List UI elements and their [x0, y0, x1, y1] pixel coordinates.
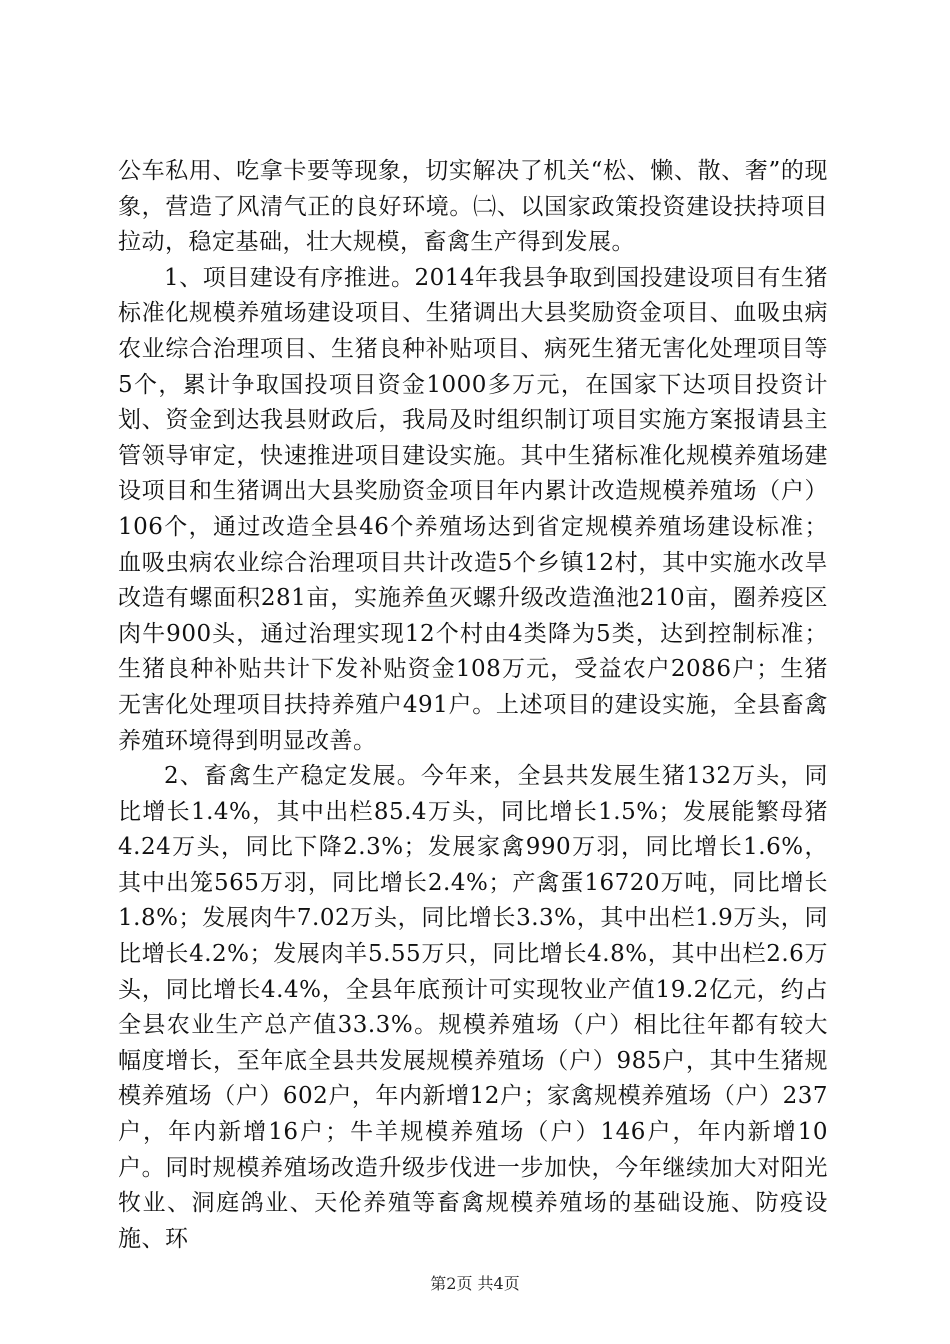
paragraph-livestock-production: 2、畜禽生产稳定发展。今年来，全县共发展生猪132万头，同比增长1.4%，其中出栏85.4万头，同比增长1.5%；发展能繁母猪4.24万头，同比下降2.3%；发展家禽990万羽，同比增长1.6%，其中出笼565万羽，同比增长2.4%；产禽蛋16720万吨，同比增长1.8%；发展肉牛7.02万头，同比增长3.3%，其中出栏1.9万头，同比增长4.2%；发展肉羊5.55万只，同比增长4.8%，其中出栏2.6万头，同比增长4.4%，全县年底预计可实现牧业产值19.2亿元，约占全县农业生产总产值33.3%。规模养殖场（户）相比往年都有较大幅度增长，至年底全县共发展规模养殖场（户）985户，其中生猪规模养殖场（户）602户，年内新增12户；家禽规模养殖场（户）237户，年内新增16户；牛羊规模养殖场（户）146户，年内新增10户。同时规模养殖场改造升级步伐进一步加快，今年继续加大对阳光牧业、洞庭鸽业、天伦养殖等畜禽规模养殖场的基础设施、防疫设施、环 — [118, 763, 828, 1252]
paragraph-project-construction: 1、项目建设有序推进。2014年我县争取到国投建设项目有生猪标准化规模养殖场建设项目、生猪调出大县奖励资金项目、血吸虫病农业综合治理项目、生猪良种补贴项目、病死生猪无害化处理项目等5个，累计争取国投项目资金1000多万元，在国家下达项目投资计划、资金到达我县财政后，我局及时组织制订项目实施方案报请县主管领导审定，快速推进项目建设实施。其中生猪标准化规模养殖场建设项目和生猪调出大县奖励资金项目年内累计改造规模养殖场（户）106个，通过改造全县46个养殖场达到省定规模养殖场建设标准；血吸虫病农业综合治理项目共计改造5个乡镇12村，其中实施水改旱改造有螺面积281亩，实施养鱼灭螺升级改造渔池210亩，圈养疫区肉牛900头，通过治理实现12个村由4类降为5类，达到控制标准；生猪良种补贴共计下发补贴资金108万元，受益农户2086户；生猪无害化处理项目扶持养殖户491户。上述项目的建设实施，全县畜禽养殖环境得到明显改善。 — [118, 264, 828, 754]
paragraph-continuation: 公车私用、吃拿卡要等现象，切实解决了机关“松、懒、散、奢”的现象，营造了风清气正的良好环境。㈡、以国家政策投资建设扶持项目拉动，稳定基础，壮大规模，畜禽生产得到发展。 — [118, 158, 828, 256]
document-body — [118, 154, 828, 1257]
page-number-footer: 第2页 共4页 — [430, 1274, 520, 1293]
